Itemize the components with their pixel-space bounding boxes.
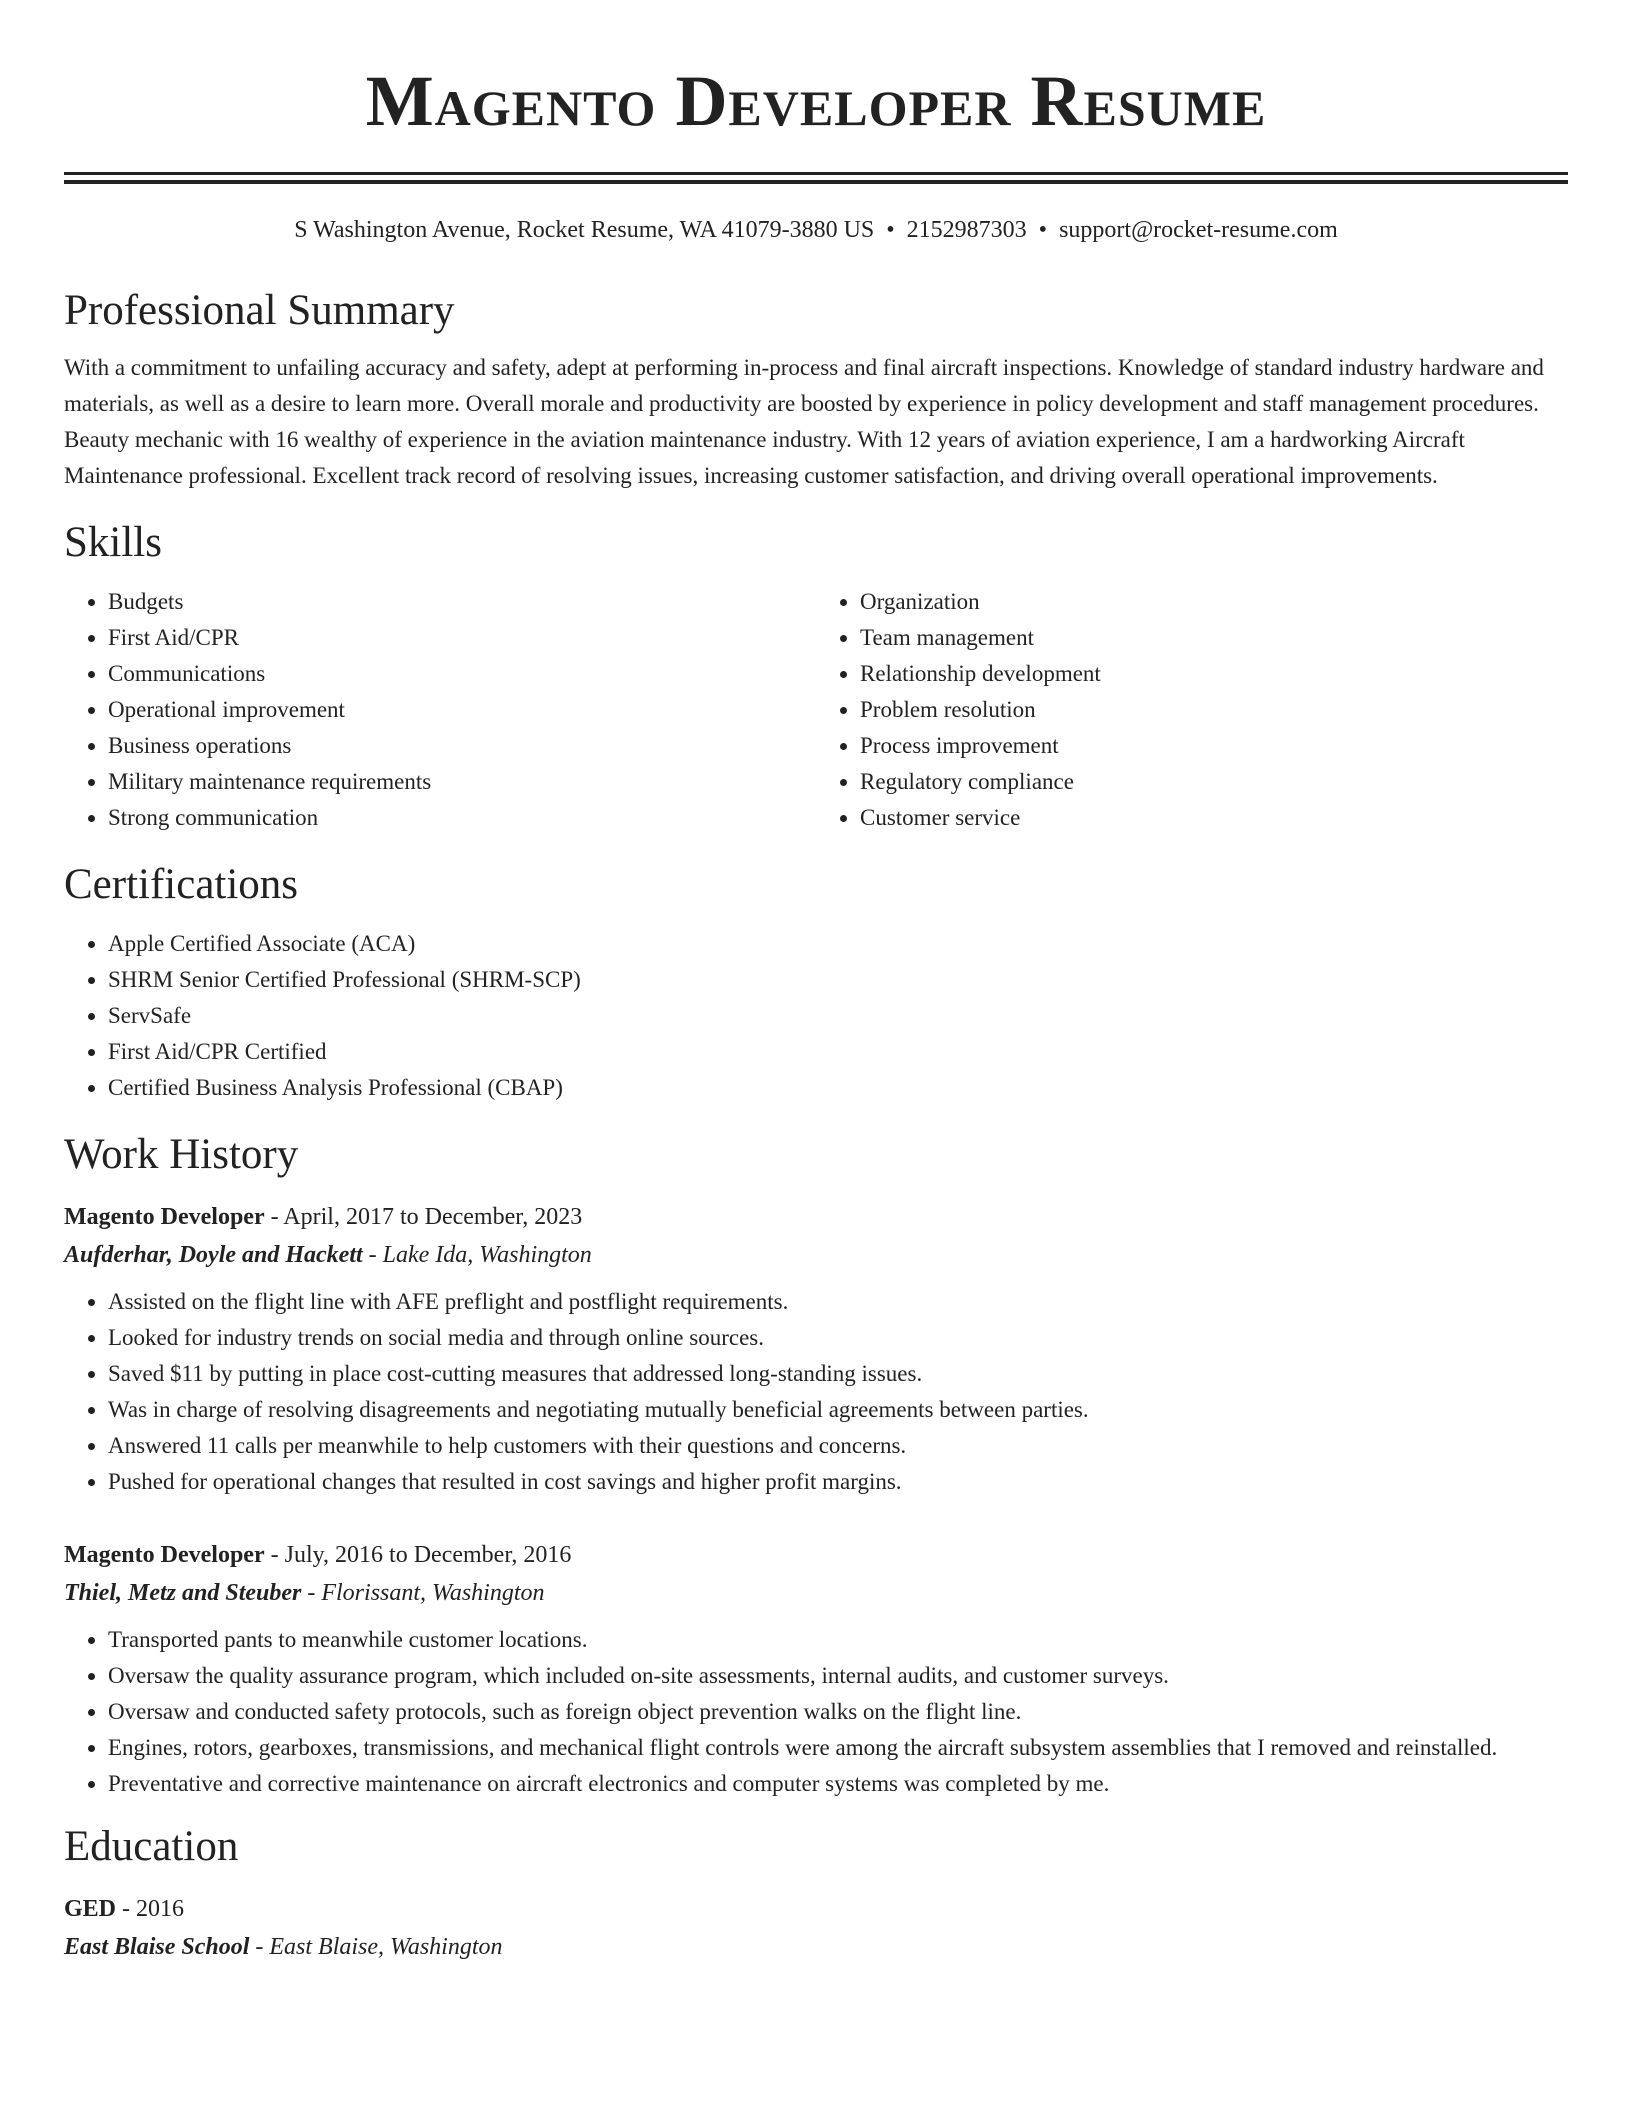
certifications-heading: Certifications (64, 861, 299, 908)
job-bullets (64, 1622, 1568, 1802)
job-title: Magento Developer (64, 1204, 265, 1230)
skill-item: • Budgets (108, 584, 816, 620)
work-history-heading: Work History (64, 1131, 299, 1178)
skill-item: • Problem resolution (860, 692, 1568, 728)
job-company: Thiel, Metz and Steuber (64, 1580, 302, 1606)
job-bullet: • Pushed for operational changes that resulted in cost savings and higher profit margins. (108, 1464, 1568, 1500)
education-location: - East Blaise, Washington (249, 1934, 503, 1960)
skill-item: • Strong communication (108, 800, 816, 836)
skill-item: • Organization (860, 584, 1568, 620)
job-bullet: • Engines, rotors, gearboxes, transmissions, and mechanical flight controls were among the aircraft subsystem assemblies that I removed and reinstalled. (108, 1730, 1568, 1766)
job-dates: - April, 2017 to December, 2023 (264, 1204, 583, 1230)
job-bullet: • Saved $11 by putting in place cost-cutting measures that addressed long-standing issues. (108, 1356, 1568, 1392)
skill-item: • Process improvement (860, 728, 1568, 764)
skills-heading: Skills (64, 519, 162, 566)
certification-item: • Apple Certified Associate (ACA) (108, 926, 1568, 962)
page-title: Magento Developer Resume (365, 61, 1267, 141)
skill-item: • Communications (108, 656, 816, 692)
skills-list-right (816, 584, 1568, 836)
job-bullet: • Answered 11 calls per meanwhile to help customers with their questions and concerns. (108, 1428, 1568, 1464)
job-entry (64, 1536, 1568, 1802)
contact-separator: • (1038, 217, 1048, 243)
job-bullet: • Assisted on the flight line with AFE preflight and postflight requirements. (108, 1284, 1568, 1320)
education-year: - 2016 (116, 1896, 185, 1922)
contact-separator: • (886, 217, 895, 243)
job-company: Aufderhar, Doyle and Hackett (64, 1242, 363, 1268)
contact-email: support@rocket-resume.com (1059, 217, 1338, 243)
job-title: Magento Developer (64, 1542, 265, 1568)
certification-item: • SHRM Senior Certified Professional (SHRM-SCP) (108, 962, 1568, 998)
skill-item: • Business operations (108, 728, 816, 764)
skill-item: • Military maintenance requirements (108, 764, 816, 800)
job-bullet: • Preventative and corrective maintenance on aircraft electronics and computer systems was completed by me. (108, 1766, 1568, 1802)
job-company-line (64, 1236, 1568, 1274)
summary-text: With a commitment to unfailing accuracy and safety, adept at performing in-process and final aircraft inspections. Knowledge of standard industry hardware and materials, as well as a desire to learn more. Overall morale and productivity are boosted by experience in policy development and staff management procedures. Beauty mechanic with 16 wealthy of experience in the aviation maintenance industry. With 12 years of aviation experience, I am a hardworking Aircraft Maintenance professional. Excellent track record of resolving issues, increasing customer satisfaction, and driving overall operational improvements. (64, 355, 1544, 488)
job-title-line (64, 1536, 1568, 1574)
contact-line (64, 214, 1568, 246)
education-school-line (64, 1928, 1568, 1966)
skills-list-left (64, 584, 816, 836)
job-bullet: • Looked for industry trends on social media and through online sources. (108, 1320, 1568, 1356)
skill-item: • Relationship development (860, 656, 1568, 692)
job-bullets (64, 1284, 1568, 1500)
job-bullet: • Transported pants to meanwhile customer locations. (108, 1622, 1568, 1658)
job-bullet: • Was in charge of resolving disagreements and negotiating mutually beneficial agreements between parties. (108, 1392, 1568, 1428)
job-bullet: • Oversaw and conducted safety protocols, such as foreign object prevention walks on the flight line. (108, 1694, 1568, 1730)
education-school: East Blaise School (64, 1934, 250, 1960)
contact-phone: 2152987303 (906, 217, 1027, 243)
job-location: - Lake Ida, Washington (362, 1242, 592, 1268)
skill-item: • Operational improvement (108, 692, 816, 728)
certifications-list (64, 926, 1568, 1106)
certification-item: • First Aid/CPR Certified (108, 1034, 1568, 1070)
skill-item: • Regulatory compliance (860, 764, 1568, 800)
skill-item: • Customer service (860, 800, 1568, 836)
job-bullet: • Oversaw the quality assurance program, which included on-site assessments, internal audits, and customer surveys. (108, 1658, 1568, 1694)
job-entry (64, 1198, 1568, 1500)
education-heading: Education (64, 1823, 239, 1870)
contact-address: S Washington Avenue, Rocket Resume, WA 41079-3880 US (294, 217, 875, 243)
job-dates: - July, 2016 to December, 2016 (264, 1542, 572, 1568)
education-degree: GED (64, 1896, 117, 1922)
job-title-line (64, 1198, 1568, 1236)
summary-heading: Professional Summary (64, 287, 455, 334)
job-location: - Florissant, Washington (301, 1580, 545, 1606)
title-divider (64, 172, 1568, 184)
education-degree-line (64, 1890, 1568, 1928)
certification-item: • ServSafe (108, 998, 1568, 1034)
skill-item: • Team management (860, 620, 1568, 656)
skill-item: • First Aid/CPR (108, 620, 816, 656)
job-company-line (64, 1574, 1568, 1612)
skills-columns (64, 584, 1568, 836)
certification-item: • Certified Business Analysis Professional (CBAP) (108, 1070, 1568, 1106)
